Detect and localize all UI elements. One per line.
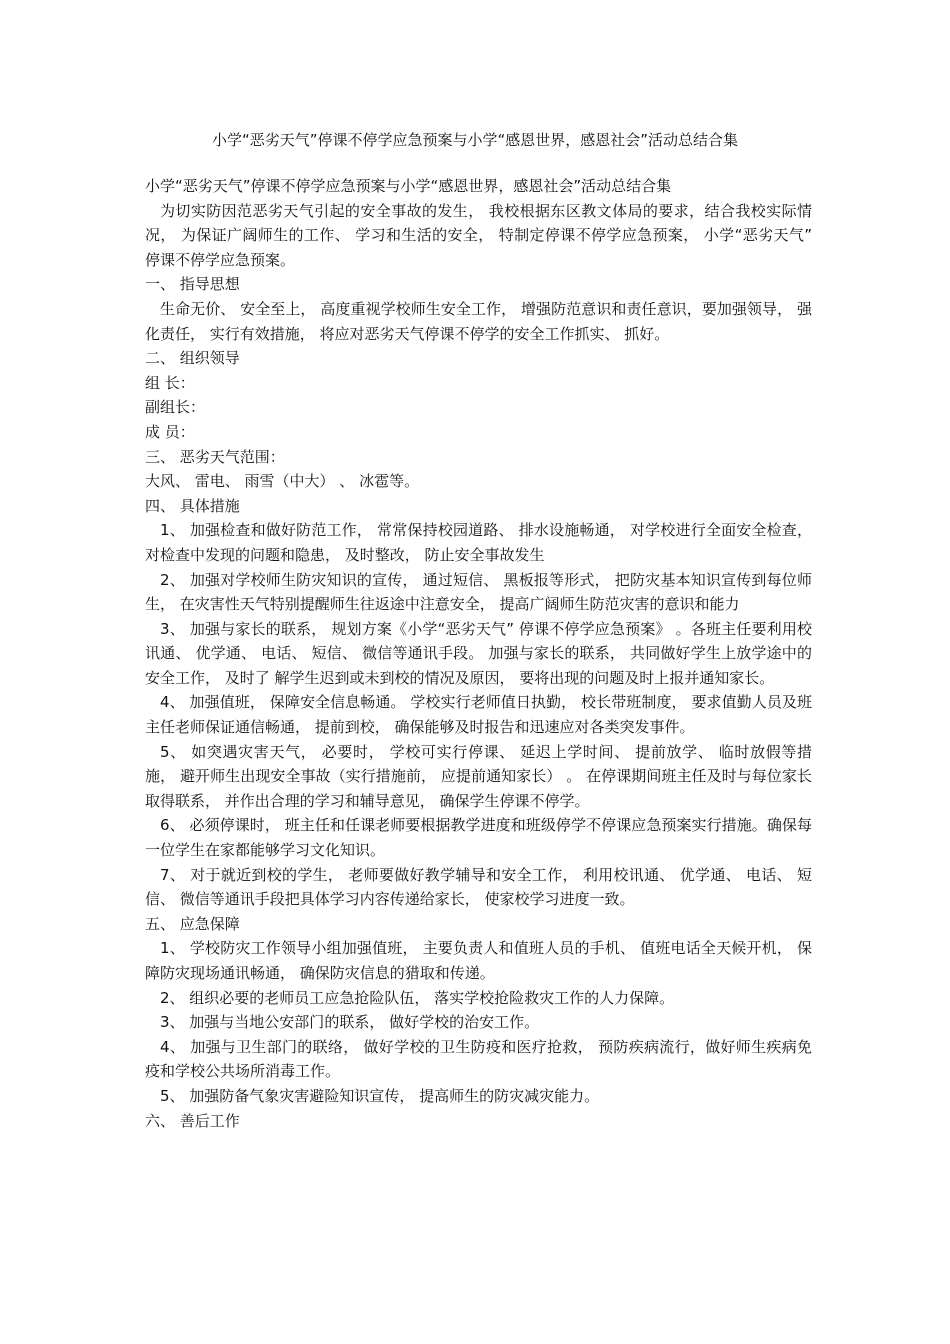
measure-item: 4、 加强值班， 保障安全信息畅通。 学校实行老师值日执勤， 校长带班制度， 要求值勤人员及班主任老师保证通信畅通， 提前到校， 确保能够及时报告和迅速应对各类突发事件。 (145, 693, 812, 737)
org-vice-leader: 副组长： (145, 398, 206, 417)
section-heading-weather-scope: 三、 恶劣天气范围： (145, 447, 285, 466)
support-item: 5、 加强防备气象灾害避险知识宣传， 提高师生的防灾减灾能力。 (160, 1086, 600, 1105)
paragraph-weather-scope: 大风、 雷电、 雨雪（中大） 、 冰雹等。 (145, 472, 420, 491)
document-title: 小学“恶劣天气”停课不停学应急预案与小学“感恩世界，感恩社会”活动总结合集 (211, 131, 739, 149)
org-members: 成 员： (145, 422, 195, 441)
measure-item: 5、 如突遇灾害天气， 必要时， 学校可实行停课、 延迟上学时间、 提前放学、 临时放假等措施， 避开师生出现安全事故（实行措施前， 应提前通知家长） 。 在停课期间班主任及时与每位家长取得联系， 并作出合理的学习和辅导意见， 确保学生停课不停学。 (145, 742, 812, 810)
measure-item: 7、 对于就近到校的学生， 老师要做好教学辅导和安全工作， 利用校讯通、 优学通、 电话、 短信、 微信等通讯手段把具体学习内容传递给家长， 使家校学习进度一致。 (145, 865, 812, 909)
support-item: 2、 组织必要的老师员工应急抢险队伍， 落实学校抢险救灾工作的人力保障。 (160, 988, 675, 1007)
intro-paragraph: 为切实防因范恶劣天气引起的安全事故的发生， 我校根据东区教文体局的要求，结合我校实际情况， 为保证广阔师生的工作、 学习和生活的安全， 特制定停课不停学应急预案， 小学“恶劣天气” 停课不停学应急预案。 (145, 201, 812, 269)
measure-item: 3、 加强与家长的联系， 规划方案《小学“恶劣天气” 停课不停学应急预案》 。各班主任要利用校讯通、 优学通、 电话、 短信、 微信等通讯手段。 加强与家长的联系， 共同做好学生上放学途中的安全工作， 及时了 解学生迟到或未到校的情况及原因， 要将出现的问题及时上报并通知家长。 (145, 619, 812, 687)
section-heading-guiding-ideology: 一、 指导思想 (145, 275, 240, 294)
support-item: 1、 学校防灾工作领导小组加强值班， 主要负责人和值班人员的手机、 值班电话全天候开机， 保障防灾现场通讯畅通， 确保防灾信息的猎取和传递。 (145, 939, 812, 982)
section-heading-emergency-support: 五、 应急保障 (145, 914, 240, 933)
measure-item: 1、 加强检查和做好防范工作， 常常保持校园道路、 排水设施畅通， 对学校进行全面安全检查， 对检查中发现的问题和隐患， 及时整改， 防止安全事故发生 (145, 521, 812, 564)
document-body (145, 174, 812, 1133)
section-heading-organization: 二、 组织领导 (145, 349, 240, 368)
support-item: 4、 加强与卫生部门的联络， 做好学校的卫生防疫和医疗抢救， 预防疾病流行，做好师生疾病免疫和学校公共场所消毒工作。 (145, 1037, 812, 1081)
measure-item: 2、 加强对学校师生防灾知识的宣传， 通过短信、 黑板报等形式， 把防灾基本知识宣传到每位师生， 在灾害性天气特别提醒师生往返途中注意安全， 提高广阔师生防范灾害的意识和能力 (145, 570, 812, 614)
section-heading-aftermath: 六、 善后工作 (145, 1111, 240, 1130)
support-item: 3、 加强与当地公安部门的联系， 做好学校的治安工作。 (160, 1013, 540, 1032)
document-subtitle: 小学“恶劣天气”停课不停学应急预案与小学“感恩世界，感恩社会”活动总结合集 (145, 177, 672, 195)
org-leader: 组 长： (145, 373, 195, 392)
section-heading-measures: 四、 具体措施 (145, 496, 240, 515)
measure-item: 6、 必须停课时， 班主任和任课老师要根据教学进度和班级停学不停课应急预案实行措施。确保每一位学生在家都能够学习文化知识。 (145, 816, 812, 860)
paragraph-guiding-ideology: 生命无价、 安全至上， 高度重视学校师生安全工作， 增强防范意识和责任意识，要加强领导， 强化责任， 实行有效措施， 将应对恶劣天气停课不停学的安全工作抓实、 抓好。 (145, 299, 812, 343)
